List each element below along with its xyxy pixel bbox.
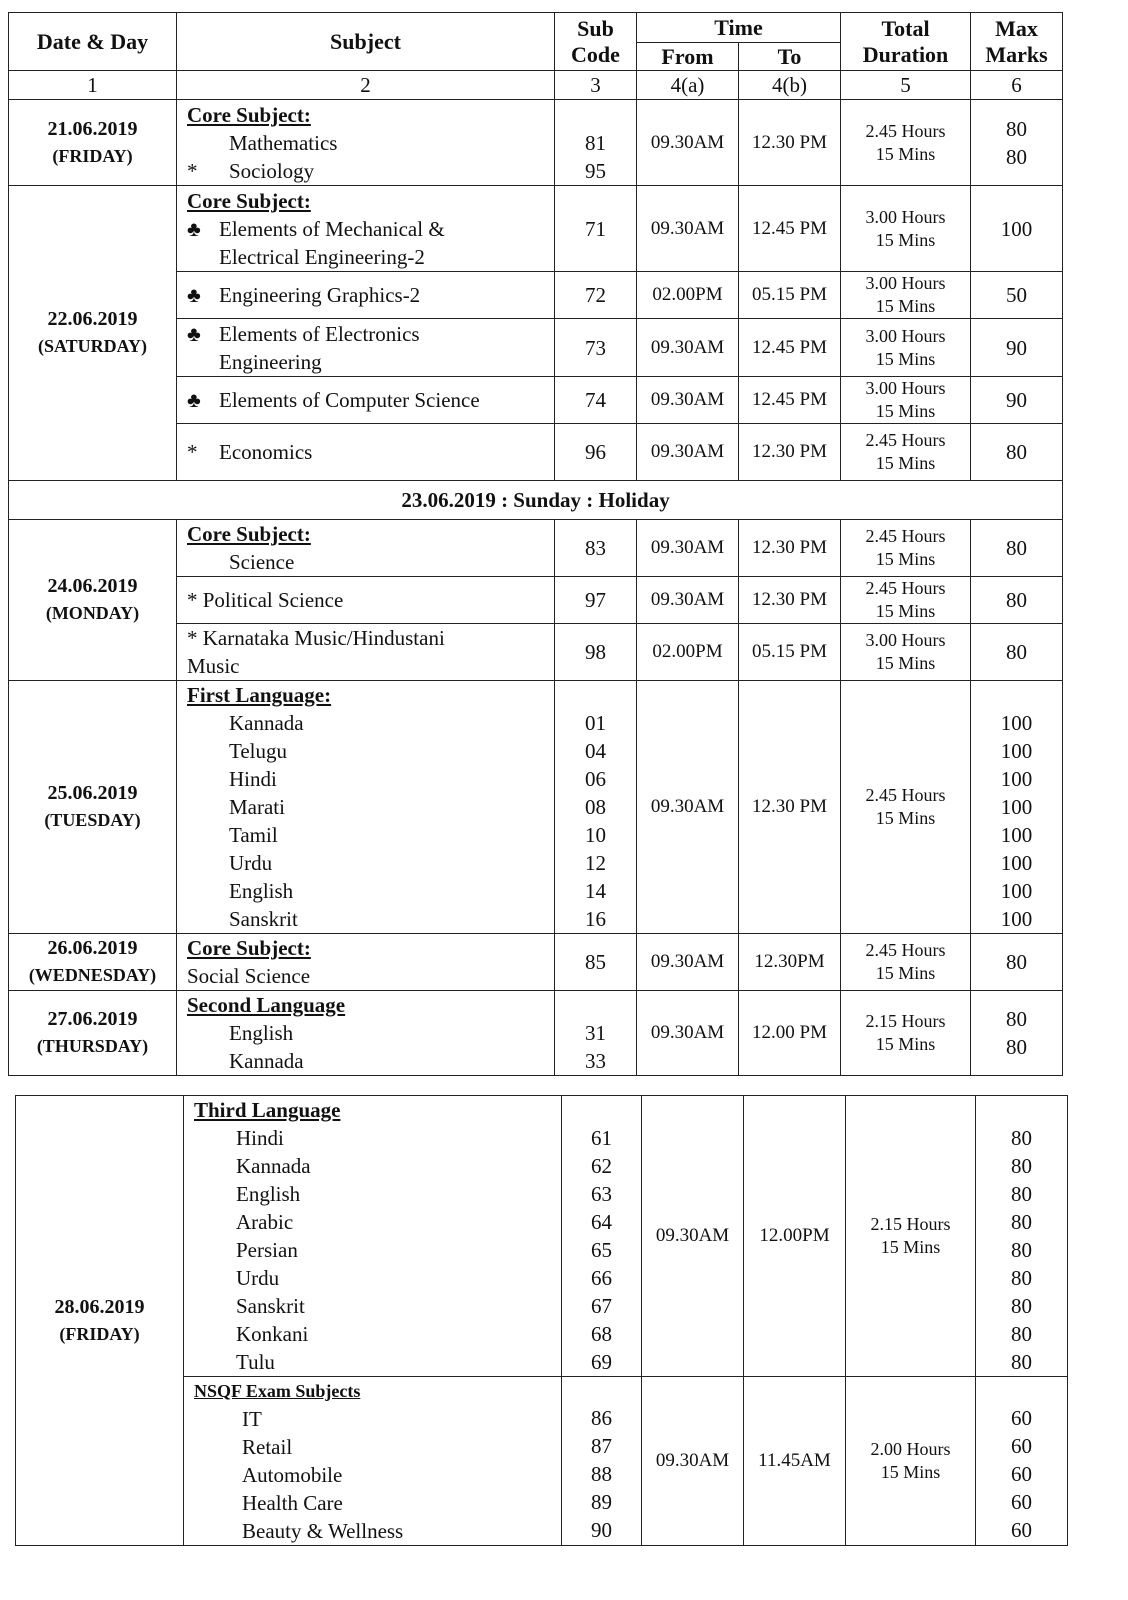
subject-cell: * Karnataka Music/Hindustani Music: [177, 624, 555, 681]
sub-code: 01 04 06 08 10 12 14 16: [555, 681, 637, 934]
club-icon: ♣: [187, 283, 201, 307]
exam-date: 24.06.2019 (MONDAY): [9, 520, 177, 681]
time-to: 12.30 PM: [739, 681, 841, 934]
max-marks: 80 80: [971, 100, 1063, 186]
total-duration: 2.00 Hours 15 Mins: [846, 1377, 976, 1546]
sub-code: 31 33: [555, 991, 637, 1076]
total-duration: 2.15 Hours 15 Mins: [841, 991, 971, 1076]
time-from: 02.00PM: [637, 624, 739, 681]
col-number: 1: [9, 71, 177, 100]
subject-cell: Core Subject: Social Science: [177, 934, 555, 991]
table-row: [9, 681, 1063, 934]
header-from: From: [637, 43, 739, 71]
header-max-marks: Max Marks: [971, 13, 1063, 71]
time-from: 09.30AM: [637, 100, 739, 186]
subject-cell: ♣ Elements of Computer Science: [177, 377, 555, 424]
subject-cell: ♣ Elements of Electronics Engineering: [177, 319, 555, 377]
time-to: 12.30 PM: [739, 424, 841, 481]
time-from: 09.30AM: [637, 319, 739, 377]
exam-date: 28.06.2019 (FRIDAY): [16, 1096, 184, 1546]
table-row: [9, 934, 1063, 991]
total-duration: 3.00 Hours 15 Mins: [841, 624, 971, 681]
max-marks: 80: [971, 424, 1063, 481]
holiday-row: [9, 481, 1063, 520]
subject-cell: Core Subject: ♣ Elements of Mechanical & Electrical Engineering-2: [177, 186, 555, 272]
header-sub-code: Sub Code: [555, 13, 637, 71]
max-marks: 80 80 80 80 80 80 80 80 80: [976, 1096, 1068, 1377]
total-duration: 2.45 Hours 15 Mins: [841, 520, 971, 577]
col-number: 5: [841, 71, 971, 100]
total-duration: 2.45 Hours 15 Mins: [841, 681, 971, 934]
time-to: 05.15 PM: [739, 624, 841, 681]
header-time: Time: [637, 13, 841, 43]
col-number: 4(b): [739, 71, 841, 100]
header-subject: Subject: [177, 13, 555, 71]
time-from: 09.30AM: [637, 520, 739, 577]
subject-cell: Third Language Hindi Kannada English Arabic Persian Urdu Sanskrit Konkani Tulu: [184, 1096, 562, 1377]
time-to: 12.30PM: [739, 934, 841, 991]
table-row: [16, 1096, 1068, 1377]
sub-code: 86 87 88 89 90: [562, 1377, 642, 1546]
total-duration: 3.00 Hours 15 Mins: [841, 186, 971, 272]
header-total-duration: Total Duration: [841, 13, 971, 71]
header-to: To: [739, 43, 841, 71]
max-marks: 80: [971, 520, 1063, 577]
exam-date: 21.06.2019 (FRIDAY): [9, 100, 177, 186]
time-from: 09.30AM: [642, 1096, 744, 1377]
exam-date: 27.06.2019 (THURSDAY): [9, 991, 177, 1076]
subject-cell: * Political Science: [177, 577, 555, 624]
time-to: 12.45 PM: [739, 377, 841, 424]
time-from: 09.30AM: [637, 377, 739, 424]
sub-code: 97: [555, 577, 637, 624]
total-duration: 2.45 Hours 15 Mins: [841, 934, 971, 991]
time-from: 09.30AM: [637, 424, 739, 481]
exam-date: 22.06.2019 (SATURDAY): [9, 186, 177, 481]
time-to: 11.45AM: [744, 1377, 846, 1546]
col-number: 2: [177, 71, 555, 100]
subject-cell: NSQF Exam Subjects IT Retail Automobile Health Care Beauty & Wellness: [184, 1377, 562, 1546]
subject-cell: Second Language English Kannada: [177, 991, 555, 1076]
club-icon: ♣: [187, 321, 201, 346]
total-duration: 3.00 Hours 15 Mins: [841, 377, 971, 424]
sub-code: 72: [555, 272, 637, 319]
star-mark: *: [187, 440, 198, 464]
max-marks: 100 100 100 100 100 100 100 100: [971, 681, 1063, 934]
sub-code: 85: [555, 934, 637, 991]
max-marks: 80 80: [971, 991, 1063, 1076]
time-from: 02.00PM: [637, 272, 739, 319]
time-from: 09.30AM: [642, 1377, 744, 1546]
time-from: 09.30AM: [637, 991, 739, 1076]
sub-code: 71: [555, 186, 637, 272]
club-icon: ♣: [187, 216, 201, 241]
max-marks: 80: [971, 934, 1063, 991]
table-row: [9, 186, 1063, 272]
subject-cell: ♣ Engineering Graphics-2: [177, 272, 555, 319]
sub-code: 98: [555, 624, 637, 681]
col-number: 6: [971, 71, 1063, 100]
time-from: 09.30AM: [637, 934, 739, 991]
time-from: 09.30AM: [637, 186, 739, 272]
subject-cell: First Language: Kannada Telugu Hindi Marati Tamil Urdu English Sanskrit: [177, 681, 555, 934]
sub-code: 96: [555, 424, 637, 481]
max-marks: 80: [971, 624, 1063, 681]
time-to: 12.45 PM: [739, 186, 841, 272]
column-number-row: [9, 71, 1063, 100]
max-marks: 50: [971, 272, 1063, 319]
time-from: 09.30AM: [637, 681, 739, 934]
subject-cell: Core Subject: Mathematics * Sociology: [177, 100, 555, 186]
time-to: 12.00PM: [744, 1096, 846, 1377]
table-row: [9, 991, 1063, 1076]
col-number: 4(a): [637, 71, 739, 100]
exam-date: 25.06.2019 (TUESDAY): [9, 681, 177, 934]
table-row: [9, 520, 1063, 577]
max-marks: 80: [971, 577, 1063, 624]
subject-cell: Core Subject: Science: [177, 520, 555, 577]
max-marks: 90: [971, 377, 1063, 424]
header-date-day: Date & Day: [9, 13, 177, 71]
total-duration: 2.45 Hours 15 Mins: [841, 100, 971, 186]
exam-date: 26.06.2019 (WEDNESDAY): [9, 934, 177, 991]
time-to: 12.30 PM: [739, 100, 841, 186]
sub-code: 81 95: [555, 100, 637, 186]
max-marks: 100: [971, 186, 1063, 272]
holiday-notice: 23.06.2019 : Sunday : Holiday: [9, 481, 1063, 520]
sub-code: 74: [555, 377, 637, 424]
time-to: 12.00 PM: [739, 991, 841, 1076]
exam-timetable-main: [8, 12, 1063, 1076]
max-marks: 90: [971, 319, 1063, 377]
time-to: 05.15 PM: [739, 272, 841, 319]
total-duration: 3.00 Hours 15 Mins: [841, 272, 971, 319]
total-duration: 2.15 Hours 15 Mins: [846, 1096, 976, 1377]
total-duration: 3.00 Hours 15 Mins: [841, 319, 971, 377]
time-from: 09.30AM: [637, 577, 739, 624]
max-marks: 60 60 60 60 60: [976, 1377, 1068, 1546]
total-duration: 2.45 Hours 15 Mins: [841, 424, 971, 481]
time-to: 12.30 PM: [739, 577, 841, 624]
club-icon: ♣: [187, 388, 201, 412]
table-row: [9, 100, 1063, 186]
sub-code: 83: [555, 520, 637, 577]
sub-code: 73: [555, 319, 637, 377]
subject-cell: * Economics: [177, 424, 555, 481]
exam-timetable-continued: [15, 1095, 1068, 1546]
time-to: 12.45 PM: [739, 319, 841, 377]
total-duration: 2.45 Hours 15 Mins: [841, 577, 971, 624]
col-number: 3: [555, 71, 637, 100]
time-to: 12.30 PM: [739, 520, 841, 577]
sub-code: 61 62 63 64 65 66 67 68 69: [562, 1096, 642, 1377]
